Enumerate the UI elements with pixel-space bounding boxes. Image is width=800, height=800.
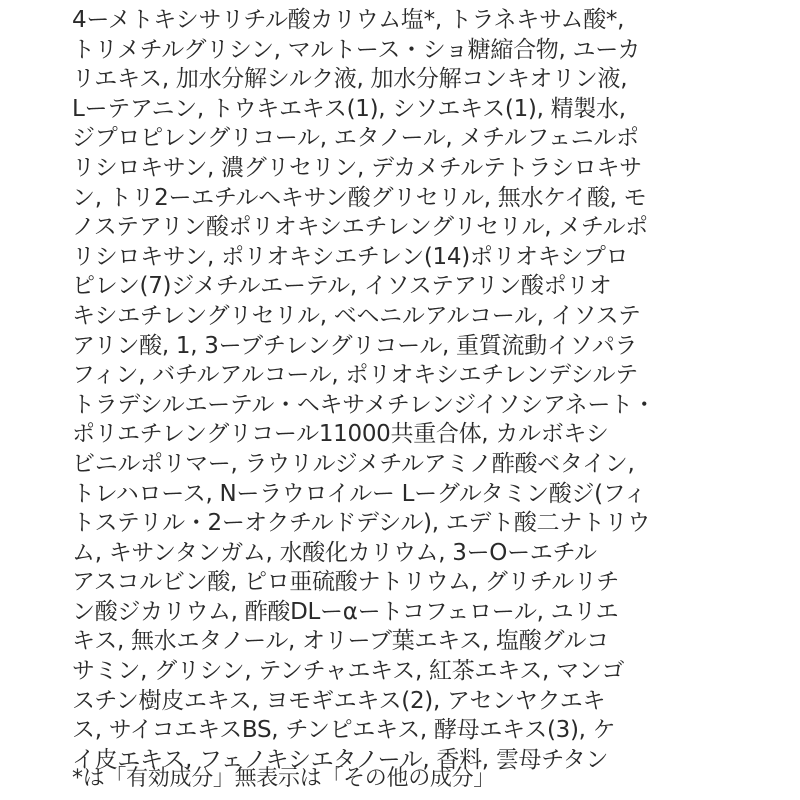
ingredient-line: キス, 無水エタノール, オリーブ葉エキス, 塩酸グルコ <box>72 628 609 655</box>
ingredient-line: リシロキサン, 濃グリセリン, デカメチルテトラシロキサ <box>72 154 642 181</box>
ingredient-line: キシエチレングリセリル, ベヘニルアルコール, イソステ <box>72 302 641 329</box>
ingredient-line: ピレン(7)ジメチルエーテル, イソステアリン酸ポリオ <box>72 273 612 300</box>
ingredient-line: ス, サイコエキスBS, チンピエキス, 酵母エキス(3), ケ <box>72 717 616 744</box>
ingredient-line: ン, トリ2ーエチルヘキサン酸グリセリル, 無水ケイ酸, モ <box>72 184 647 211</box>
ingredient-line: リエキス, 加水分解シルク液, 加水分解コンキオリン液, <box>72 66 628 93</box>
ingredient-line: トレハロース, Nーラウロイルー Lーグルタミン酸ジ(フィ <box>72 480 647 507</box>
ingredient-line: ビニルポリマー, ラウリルジメチルアミノ酢酸ベタイン, <box>72 450 635 477</box>
ingredient-footnote: *は「有効成分」無表示は「その他の成分」 <box>72 766 496 791</box>
ingredient-line: トリメチルグリシン, マルトース・ショ糖縮合物, ユーカ <box>72 36 641 63</box>
ingredient-line: トラデシルエーテル・ヘキサメチレンジイソシアネート・ <box>72 391 656 418</box>
ingredient-line: サミン, グリシン, テンチャエキス, 紅茶エキス, マンゴ <box>72 658 625 685</box>
ingredient-list <box>72 6 792 775</box>
ingredient-line: ジプロピレングリコール, エタノール, メチルフェニルポ <box>72 125 639 152</box>
ingredient-line: アスコルビン酸, ピロ亜硫酸ナトリウム, グリチルリチ <box>72 569 619 596</box>
ingredient-line: ン酸ジカリウム, 酢酸DLーαートコフェロール, ユリエ <box>72 598 619 625</box>
ingredient-line: トステリル・2ーオクチルドデシル), エデト酸二ナトリウ <box>72 510 651 537</box>
ingredient-line: スチン樹皮エキス, ヨモギエキス(2), アセンヤクエキ <box>72 687 606 714</box>
ingredient-line: ム, キサンタンガム, 水酸化カリウム, 3ーOーエチル <box>72 539 597 566</box>
ingredient-line: 4ーメトキシサリチル酸カリウム塩*, トラネキサム酸*, <box>72 7 625 33</box>
ingredient-line: リシロキサン, ポリオキシエチレン(14)ポリオキシプロ <box>72 243 629 270</box>
ingredient-line: フィン, バチルアルコール, ポリオキシエチレンデシルテ <box>72 362 638 389</box>
ingredient-line: Lーテアニン, トウキエキス(1), シソエキス(1), 精製水, <box>72 95 626 122</box>
ingredient-line: ポリエチレングリコール11000共重合体, カルボキシ <box>72 421 609 448</box>
ingredient-line: アリン酸, 1, 3ーブチレングリコール, 重質流動イソパラ <box>72 332 638 359</box>
ingredient-line: ノステアリン酸ポリオキシエチレングリセリル, メチルポ <box>72 214 648 241</box>
ingredient-line: イ皮エキス, フェノキシエタノール, 香料, 雲母チタン <box>72 746 609 773</box>
